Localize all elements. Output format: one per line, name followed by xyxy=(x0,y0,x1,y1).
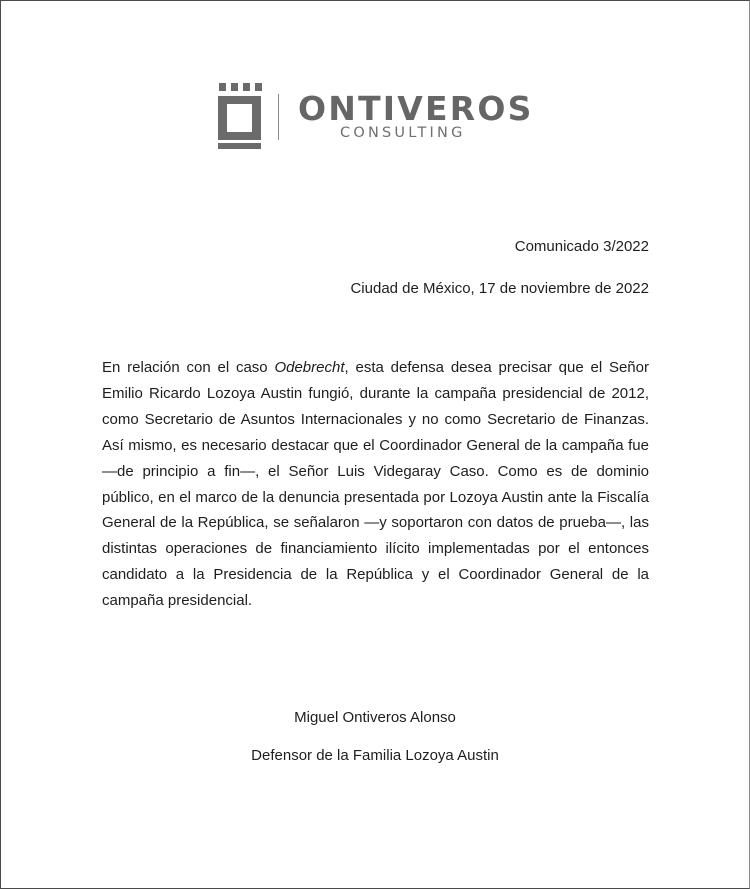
signatory-name: Miguel Ontiveros Alonso xyxy=(294,709,456,726)
signatory-title: Defensor de la Familia Lozoya Austin xyxy=(251,747,499,764)
company-name: ONTIVEROS xyxy=(298,89,534,128)
company-subtitle: CONSULTING xyxy=(340,125,466,141)
case-name: Odebrecht xyxy=(274,359,345,376)
castle-tower-icon xyxy=(216,82,262,150)
body-intro: En relación con el caso xyxy=(102,359,275,376)
body-text: , esta defensa desea precisar que el Señor Emilio Ricardo Lozoya Austin fungió, durante la campaña presidencial de 2012, como Secretario de Asuntos Internacionales y no como Secretario de Finanzas. Así mismo, es necesario destacar que el Coordinador General de la campaña fue —de principio a fin—, el Señor Luis Videgaray Caso. Como es de dominio público, en el marco de la denuncia presentada por Lozoya Austin ante la Fiscalía General de la República, se señalaron —y soportaron con datos de prueba—, las distintas operaciones de financiamiento ilícito implementadas por el entonces candidato a la Presidencia de la República y el Coordinador General de la campaña presidencial. xyxy=(102,359,649,610)
logo-divider xyxy=(278,94,279,140)
letterhead-logo xyxy=(216,82,546,152)
statement-body xyxy=(102,355,649,614)
communique-number: Comunicado 3/2022 xyxy=(514,238,649,255)
place-date: Ciudad de México, 17 de noviembre de 2022 xyxy=(350,280,649,297)
